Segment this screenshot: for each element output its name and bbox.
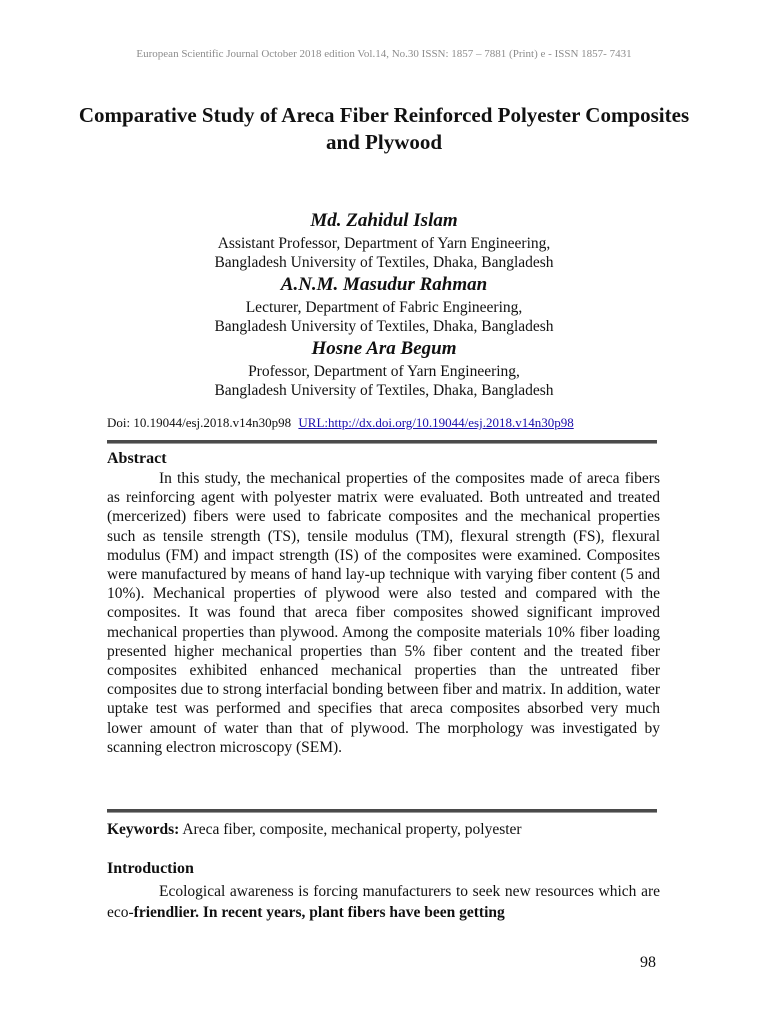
author-affiliation: Bangladesh University of Textiles, Dhaka, Bangladesh xyxy=(214,254,554,271)
author-block xyxy=(60,208,708,400)
author-affiliation: Professor, Department of Yarn Engineering, xyxy=(248,363,520,380)
author-affiliation: Bangladesh University of Textiles, Dhaka, Bangladesh xyxy=(214,382,554,399)
running-header: European Scientific Journal October 2018 edition Vol.14, No.30 ISSN: 1857 – 7881 (Print) e - ISSN 1857- 7431 xyxy=(136,48,632,60)
paper-title: Comparative Study of Areca Fiber Reinforced Polyester Composites and Plywood xyxy=(78,103,690,154)
introduction-text-start: Ecological awareness is forcing manufacturers to seek new resources which are eco- xyxy=(107,883,660,921)
author-entry xyxy=(60,272,708,336)
author-affiliation: Bangladesh University of Textiles, Dhaka, Bangladesh xyxy=(214,318,554,335)
author-affiliation: Lecturer, Department of Fabric Engineering, xyxy=(245,299,523,316)
introduction-heading: Introduction xyxy=(107,860,194,877)
abstract-heading: Abstract xyxy=(107,450,167,467)
section-divider xyxy=(107,809,657,813)
doi-label: Doi: 10.19044/esj.2018.v14n30p98 xyxy=(107,415,292,430)
page-number: 98 xyxy=(640,954,656,971)
author-entry xyxy=(60,336,708,400)
author-name: A.N.M. Masudur Rahman xyxy=(280,274,488,295)
author-entry xyxy=(60,208,708,272)
doi-link[interactable]: URL:http://dx.doi.org/10.19044/esj.2018.v14n30p98 xyxy=(298,415,574,430)
keywords-text: Areca fiber, composite, mechanical property, polyester xyxy=(182,821,522,838)
section-divider xyxy=(107,440,657,444)
introduction-text-bold: friendlier. In recent years, plant fibers have been getting xyxy=(133,904,505,921)
keywords-label: Keywords: xyxy=(107,821,180,838)
author-affiliation: Assistant Professor, Department of Yarn Engineering, xyxy=(217,235,551,252)
author-name: Hosne Ara Begum xyxy=(311,338,457,359)
introduction-text xyxy=(107,881,660,923)
abstract-text: In this study, the mechanical properties of the composites made of areca fibers as reinforcing agent with polyester matrix were evaluated. Both untreated and treated (mercerized) fibers were used to fabricate composites and the mechanical properties such as tensile strength (TS), tensile modulus (TM), flexural strength (FS), flexural modulus (FM) and impact strength (IS) of the composites were examined. Composites were manufactured by means of hand lay-up technique with varying fiber content (5 and 10%). Mechanical properties of plywood were also tested and compared with the composites. It was found that areca fiber composites showed significant improved mechanical properties than plywood. Among the composite materials 10% fiber loading presented higher mechanical properties than 5% fiber content and the treated fiber composites exhibited enhanced mechanical properties than the untreated fiber composites due to strong interfacial bonding between fiber and matrix. In addition, water uptake test was performed and specifies that areca composites absorbed very much lower amount of water than that of plywood. The morphology was investigated by scanning electron microscopy (SEM). xyxy=(107,470,660,756)
author-name: Md. Zahidul Islam xyxy=(310,210,458,231)
keywords-line xyxy=(107,821,522,839)
doi-line xyxy=(107,415,574,431)
